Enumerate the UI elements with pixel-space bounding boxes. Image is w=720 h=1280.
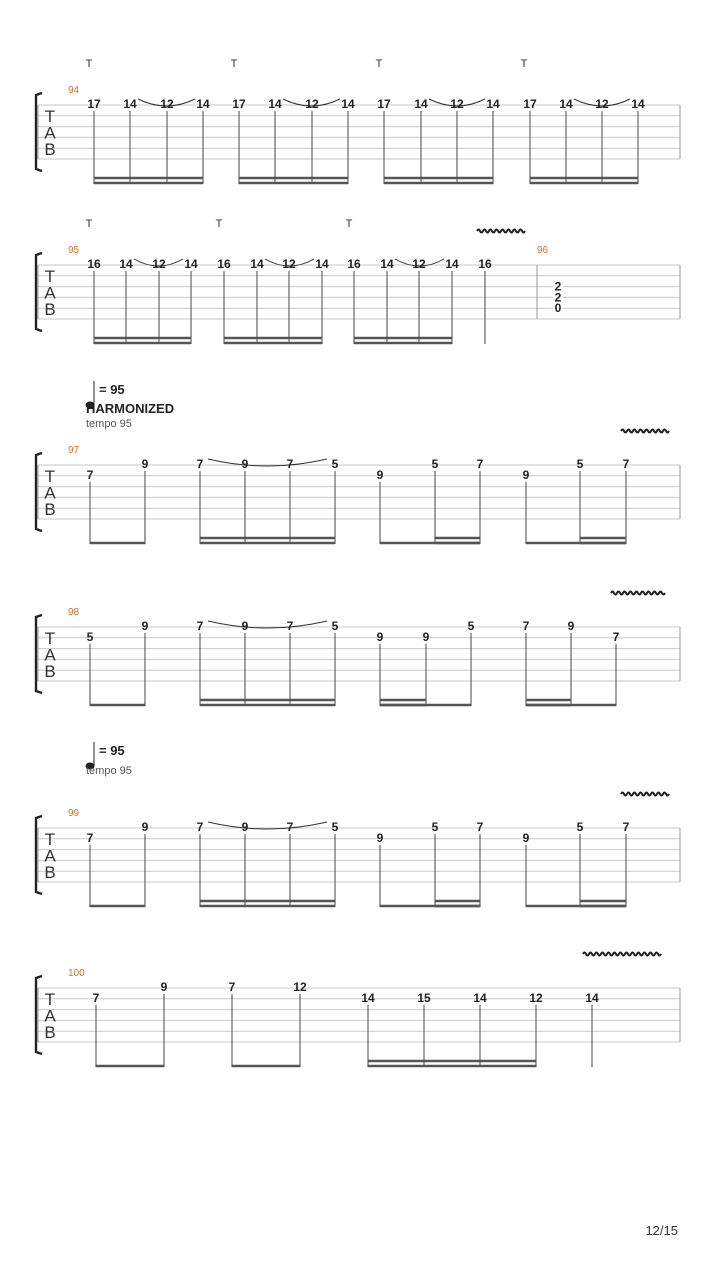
tab-clef-a: A (44, 123, 56, 143)
fret-number: 7 (92, 990, 100, 1005)
fret-number: 7 (476, 457, 484, 471)
fret-number: 7 (522, 619, 530, 633)
vibrato-mark (621, 430, 669, 433)
fret-number: 7 (286, 457, 294, 471)
fret-number: 9 (160, 980, 168, 994)
fret-number: 14 (631, 97, 645, 111)
fret-number: 7 (622, 820, 630, 834)
tapping-mark: T (85, 58, 93, 70)
measure-number: 96 (537, 245, 549, 256)
fret-number: 14 (268, 97, 282, 111)
fret-number: 17 (232, 97, 246, 111)
fret-number: 12 (529, 990, 543, 1005)
fret-number: 9 (141, 619, 149, 633)
fret-number: 12 (293, 980, 307, 994)
fret-number: 12 (152, 257, 166, 271)
fret-number: 12 (282, 257, 296, 271)
fret-number: 5 (331, 820, 339, 834)
tab-clef-t: T (44, 990, 56, 1009)
fret-number: 9 (567, 619, 575, 633)
fret-number: 5 (86, 629, 94, 644)
tapping-mark: T (230, 58, 238, 70)
tab-clef-a: A (44, 483, 56, 503)
tab-clef-a: A (44, 645, 56, 665)
fret-number: 17 (377, 97, 391, 111)
tab-clef-b: B (44, 662, 56, 681)
tab-clef-b: B (44, 863, 56, 882)
tab-clef-a: A (44, 283, 56, 303)
vibrato-mark (477, 230, 525, 233)
fret-number: 12 (450, 97, 464, 111)
tab-clef-a: A (44, 846, 56, 866)
fret-number: 9 (241, 619, 249, 633)
fret-number: 12 (595, 97, 609, 111)
fret-number: 9 (422, 629, 430, 644)
fret-number: 14 (559, 97, 573, 111)
fret-number: 14 (123, 97, 137, 111)
fret-number: 14 (250, 257, 264, 271)
fret-number: 16 (347, 257, 361, 271)
tapping-mark: T (375, 58, 383, 70)
fret-number: 5 (331, 457, 339, 471)
fret-number: 9 (376, 629, 384, 644)
fret-number: 9 (522, 467, 530, 482)
fret-number: 14 (445, 257, 459, 271)
tab-clef-a: A (44, 1006, 56, 1026)
measure-number: 95 (68, 245, 80, 256)
fret-number: 14 (341, 97, 355, 111)
system-6 (36, 953, 680, 1068)
fret-number: 9 (241, 457, 249, 471)
fret-number: 7 (196, 457, 204, 471)
tapping-mark: T (215, 218, 223, 230)
fret-number: 2 (554, 279, 562, 294)
section-label: HARMONIZED (86, 401, 175, 416)
fret-number: 5 (431, 820, 439, 834)
fret-number: 7 (86, 830, 94, 845)
tapping-mark: T (345, 218, 353, 230)
fret-number: 14 (380, 257, 394, 271)
fret-number: 9 (141, 457, 149, 471)
tab-clef-t: T (44, 830, 56, 849)
tab-clef-t: T (44, 629, 56, 648)
fret-number: 7 (196, 619, 204, 633)
fret-number: 12 (160, 97, 174, 111)
fret-number: 7 (622, 457, 630, 471)
fret-number: 5 (576, 820, 584, 834)
tab-clef-b: B (44, 1023, 56, 1042)
tab-clef-t: T (44, 107, 56, 126)
tempo-text: tempo 95 (86, 765, 132, 777)
fret-number: 16 (217, 257, 231, 271)
fret-number: 9 (522, 830, 530, 845)
system-5 (36, 742, 680, 907)
page-number: 12/15 (645, 1223, 678, 1238)
fret-number: 9 (241, 820, 249, 834)
measure-number: 97 (68, 445, 80, 456)
vibrato-mark (611, 592, 665, 595)
fret-number: 14 (486, 97, 500, 111)
fret-number: 16 (87, 257, 101, 271)
fret-number: 9 (141, 820, 149, 834)
fret-number: 0 (554, 301, 562, 316)
tempo-bpm: = 95 (99, 382, 125, 397)
fret-number: 15 (417, 990, 431, 1005)
fret-number: 7 (476, 820, 484, 834)
fret-number: 17 (523, 97, 537, 111)
measure-number: 100 (68, 968, 85, 979)
tab-clef-t: T (44, 467, 56, 486)
fret-number: 7 (196, 820, 204, 834)
fret-number: 17 (87, 97, 101, 111)
tab-clef-t: T (44, 267, 56, 286)
measure-number: 94 (68, 85, 80, 96)
tab-clef-b: B (44, 500, 56, 519)
fret-number: 14 (184, 257, 198, 271)
fret-number: 5 (431, 457, 439, 471)
fret-number: 14 (196, 97, 210, 111)
measure-number: 98 (68, 607, 80, 618)
measure-number: 99 (68, 808, 80, 819)
fret-number: 14 (585, 990, 599, 1005)
fret-number: 14 (315, 257, 329, 271)
vibrato-mark (583, 953, 661, 956)
tab-clef-b: B (44, 300, 56, 319)
fret-number: 7 (286, 820, 294, 834)
fret-number: 16 (478, 257, 492, 271)
fret-number: 14 (473, 990, 487, 1005)
fret-number: 7 (612, 629, 620, 644)
fret-number: 5 (331, 619, 339, 633)
fret-number: 12 (412, 257, 426, 271)
system-4 (36, 592, 680, 707)
fret-number: 12 (305, 97, 319, 111)
fret-number: 5 (467, 619, 475, 633)
fret-number: 14 (361, 990, 375, 1005)
tab-clef-b: B (44, 140, 56, 159)
fret-number: 9 (376, 830, 384, 845)
fret-number: 9 (376, 467, 384, 482)
fret-number: 7 (228, 980, 236, 994)
tempo-bpm: = 95 (99, 743, 125, 758)
fret-number: 2 (554, 290, 562, 305)
tapping-mark: T (85, 218, 93, 230)
fret-number: 5 (576, 457, 584, 471)
vibrato-mark (621, 793, 669, 796)
tempo-text: tempo 95 (86, 418, 132, 430)
system-2 (36, 230, 680, 345)
fret-number: 14 (414, 97, 428, 111)
fret-number: 7 (286, 619, 294, 633)
fret-number: 7 (86, 467, 94, 482)
tapping-mark: T (520, 58, 528, 70)
fret-number: 14 (119, 257, 133, 271)
